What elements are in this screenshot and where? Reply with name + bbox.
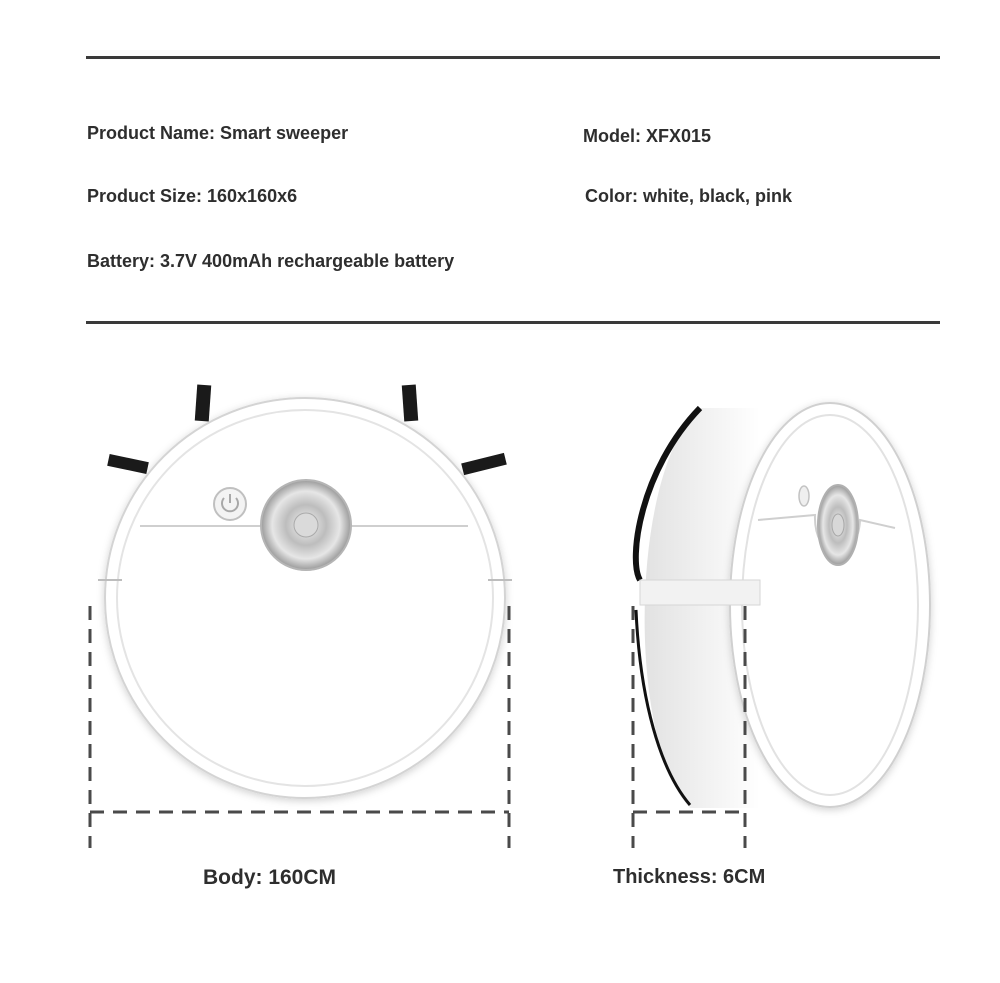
spec-product-name: Product Name: Smart sweeper xyxy=(87,123,349,143)
spec-product-size: Product Size: 160x160x6 xyxy=(87,186,298,206)
spec-model: Model: XFX015 xyxy=(583,126,712,146)
spec-color: Color: white, black, pink xyxy=(585,186,793,206)
side-brush-left xyxy=(107,454,149,474)
side-brush-left-top xyxy=(195,385,211,422)
side-brush-right-top xyxy=(402,385,418,422)
thickness-dimension-caption: Thickness: 6CM xyxy=(613,866,766,888)
robot-side-view xyxy=(633,403,930,848)
robot-top-view xyxy=(90,385,512,848)
power-icon xyxy=(214,488,246,520)
body-dimension-caption: Body: 160CM xyxy=(203,866,337,889)
spec-battery: Battery: 3.7V 400mAh rechargeable battery xyxy=(87,251,455,271)
robot-body xyxy=(105,398,505,798)
side-brush-right xyxy=(461,453,507,475)
